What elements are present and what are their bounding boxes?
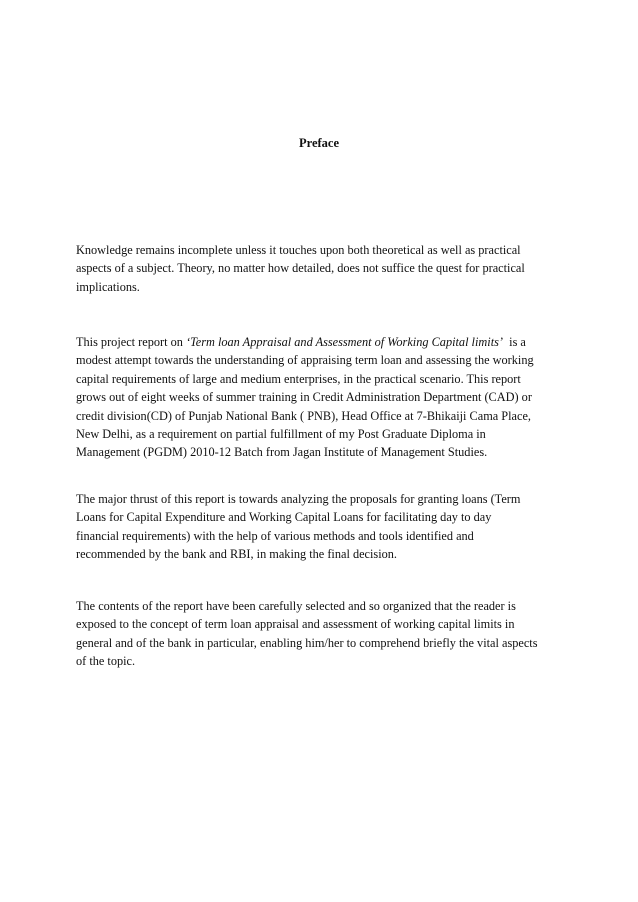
paragraph-line: grows out of eight weeks of summer training in Credit Administration Department (CAD) or <box>76 390 532 405</box>
paragraph-line: exposed to the concept of term loan appraisal and assessment of working capital limits in <box>76 617 515 632</box>
paragraph-knowledge <box>76 241 576 296</box>
paragraph-line: Knowledge remains incomplete unless it touches upon both theoretical as well as practical <box>76 243 521 257</box>
paragraph-line <box>76 333 576 351</box>
paragraph-line: implications. <box>76 279 140 294</box>
paragraph-line: financial requirements) with the help of various methods and tools identified and <box>76 528 474 543</box>
paragraph-line: The contents of the report have been carefully selected and so organized that the reader is <box>76 599 516 613</box>
paragraph-line: general and of the bank in particular, enabling him/her to comprehend briefly the vital aspects <box>76 635 538 650</box>
line-text: is a <box>503 335 526 349</box>
paragraph-line: The major thrust of this report is towards analyzing the proposals for granting loans (Term <box>76 492 521 506</box>
page-title: Preface <box>298 136 339 150</box>
paragraph-line: credit division(CD) of Punjab National Bank ( PNB), Head Office at 7-Bhikaiji Cama Place, <box>76 408 531 423</box>
paragraph-major-thrust <box>76 490 576 564</box>
paragraph-line: Management (PGDM) 2010-12 Batch from Jagan Institute of Management Studies. <box>76 445 488 460</box>
paragraph-line: New Delhi, as a requirement on partial fulfillment of my Post Graduate Diploma in <box>76 427 486 442</box>
report-title-italic: ‘Term loan Appraisal and Assessment of Working Capital limits’ <box>185 335 503 349</box>
paragraph-project-report <box>76 333 576 462</box>
paragraph-line: capital requirements of large and medium enterprises, in the practical scenario. This report <box>76 371 521 386</box>
paragraph-line: recommended by the bank and RBI, in making the final decision. <box>76 547 398 562</box>
paragraph-line: Loans for Capital Expenditure and Working Capital Loans for facilitating day to day <box>76 510 492 525</box>
paragraph-line: of the topic. <box>76 654 136 669</box>
paragraph-contents <box>76 597 576 671</box>
paragraph-line: modest attempt towards the understanding of appraising term loan and assessing the working <box>76 353 534 368</box>
line-text: This project report on <box>76 335 186 349</box>
paragraph-line: aspects of a subject. Theory, no matter how detailed, does not suffice the quest for practical <box>76 261 525 276</box>
